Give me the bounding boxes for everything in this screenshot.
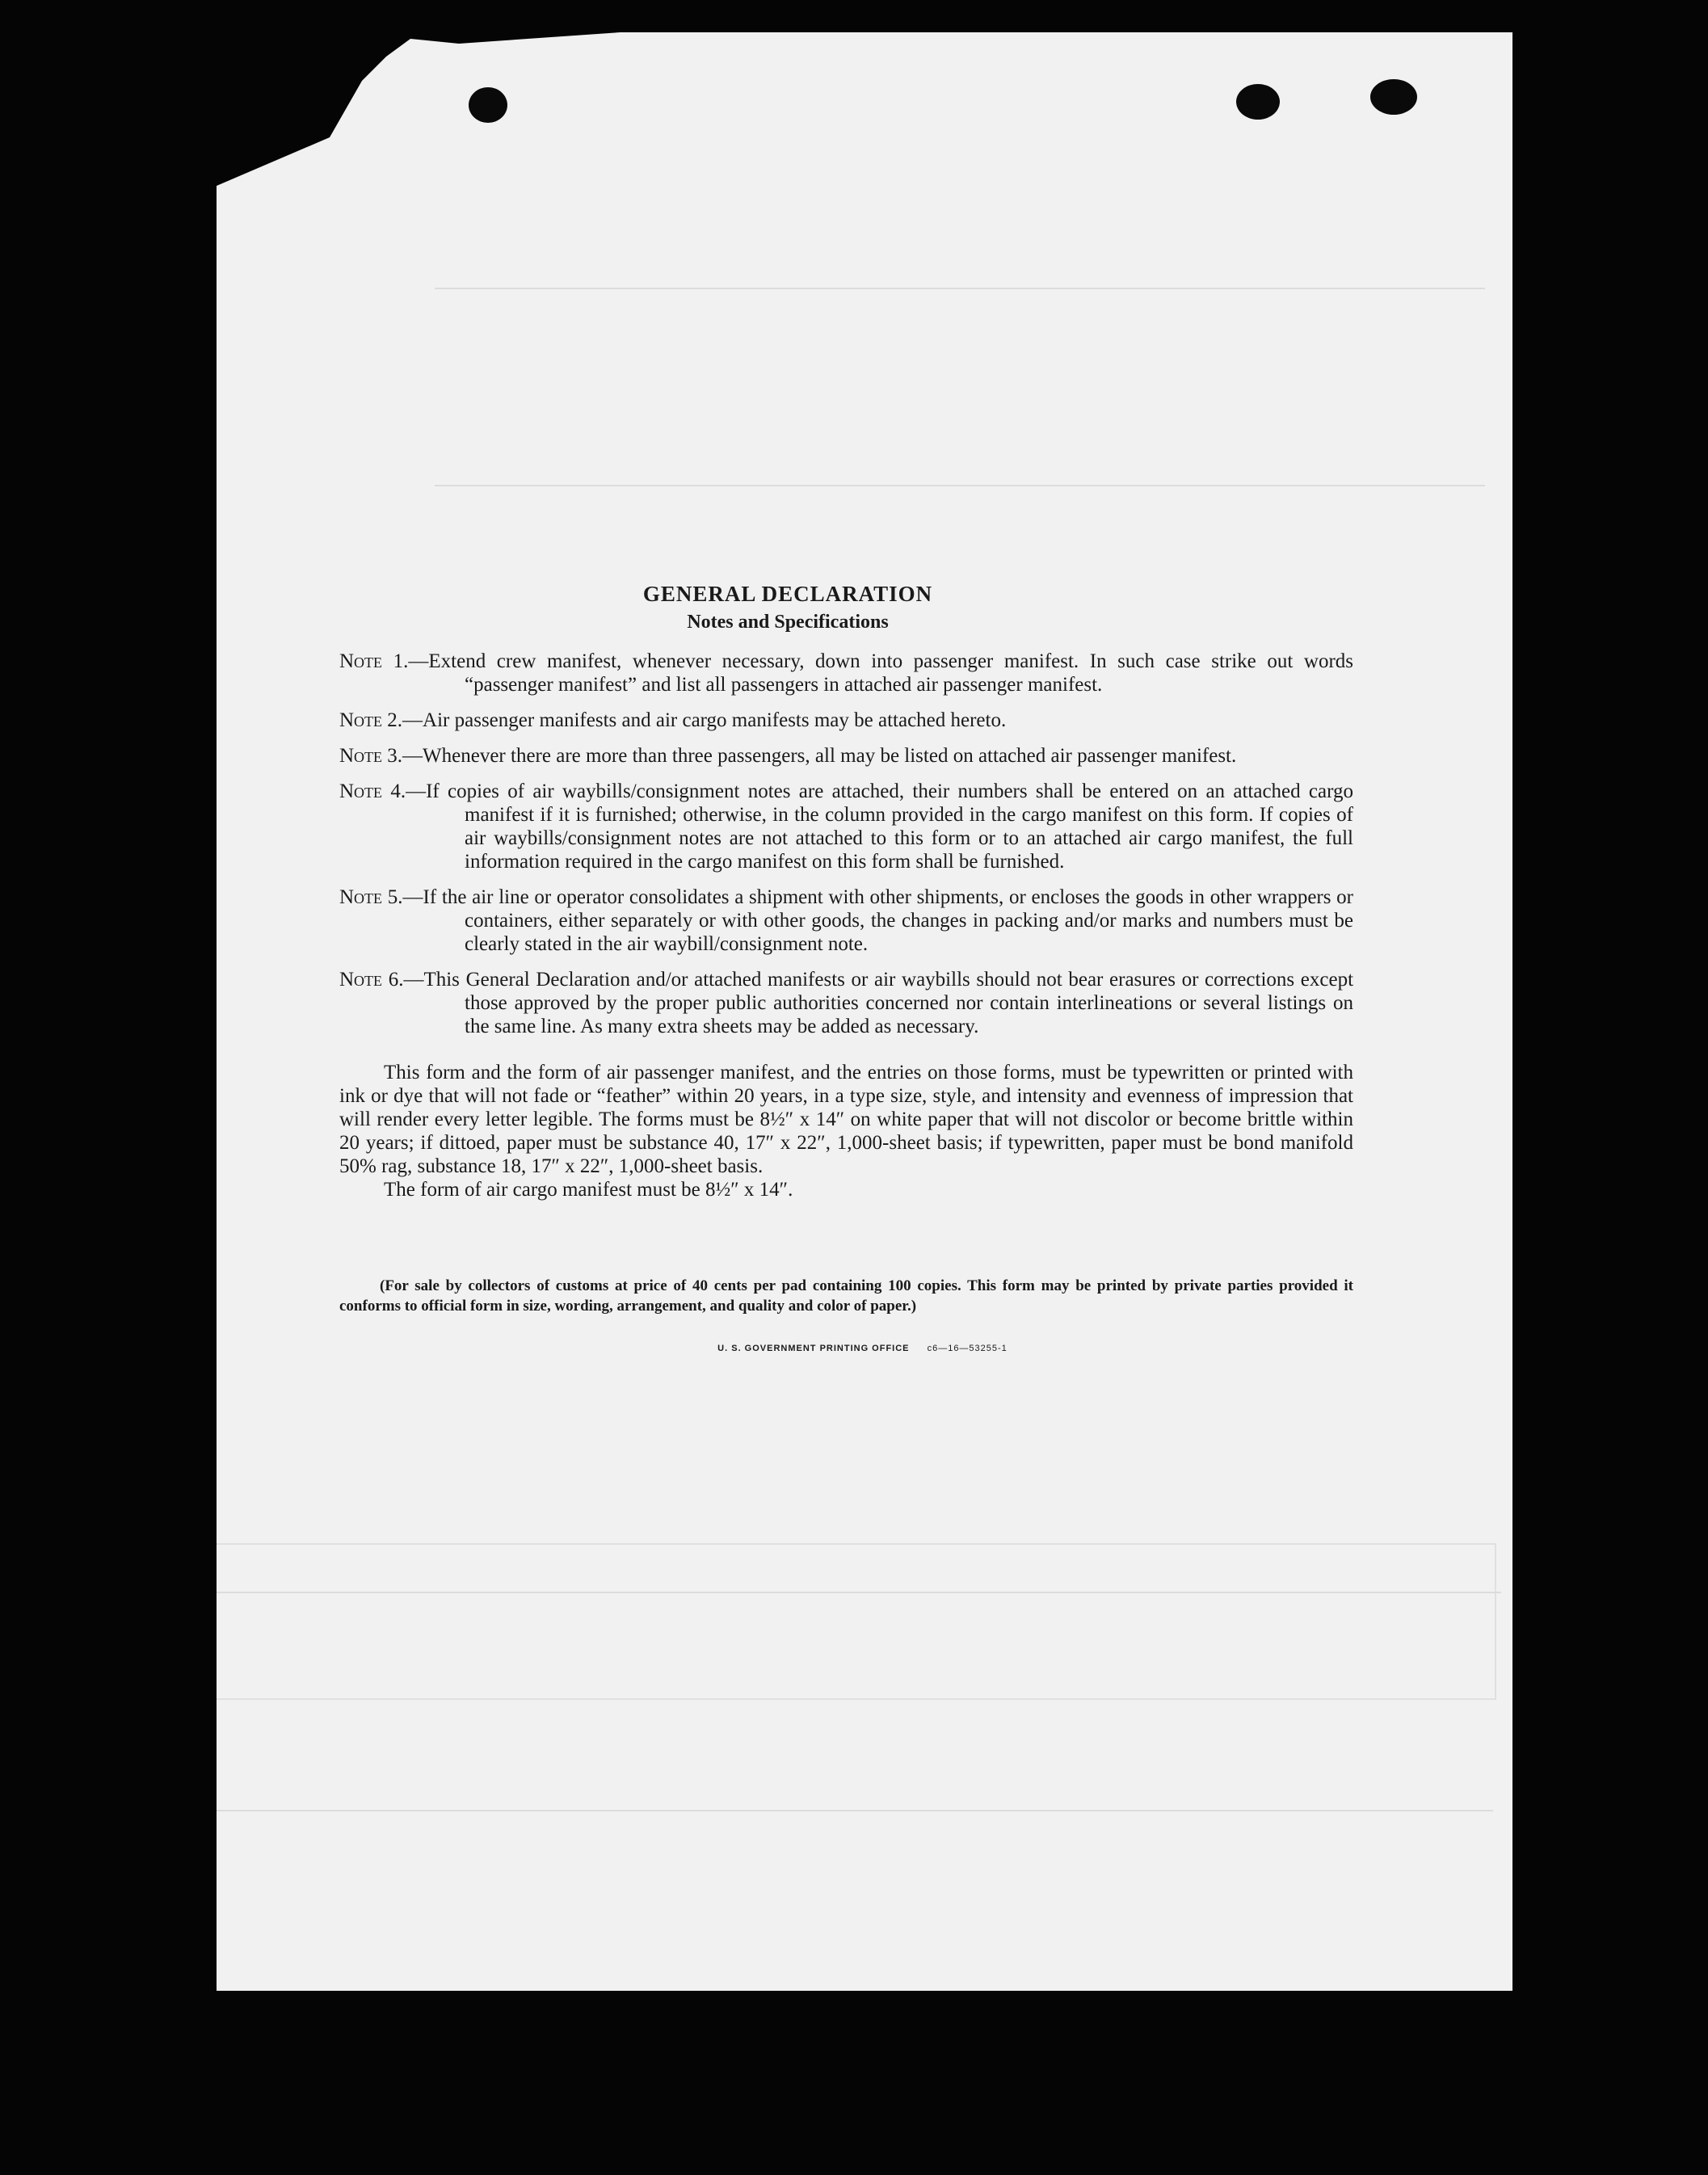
sale-notice: (For sale by collectors of customs at price of 40 cents per pad containing 100 copies. This form may be printed by private parties provided it conforms to official form in size, wording, arrangement, and quality and color of paper.) (339, 1277, 1353, 1315)
note-label: Note (339, 745, 383, 767)
note-text: —This General Declaration and/or attached manifests or air waybills should not bear erasures or corrections except those approved by the proper public authorities concerned nor contain interlineations or several listings on the same line. As many extra sheets may be added as necessary. (403, 969, 1354, 1037)
note-item (339, 650, 1353, 696)
bleed-through-line (217, 1592, 1501, 1593)
note-text: —If the air line or operator consolidates a shipment with other shipments, or encloses the goods in other wrappers or containers, either separately or with other goods, the changes in packing and/or marks and numbers must be clearly stated in the air waybill/consignment note. (402, 886, 1354, 955)
note-label: Note (339, 780, 383, 802)
note-item (339, 709, 1353, 732)
bleed-through-line (435, 485, 1485, 486)
punch-hole (1370, 79, 1417, 115)
note-item (339, 780, 1353, 873)
printer-imprint (372, 1344, 1353, 1353)
page-title: GENERAL DECLARATION (642, 582, 933, 606)
note-text: —Air passenger manifests and air cargo manifests may be attached hereto. (402, 709, 1007, 731)
punch-hole (1236, 84, 1280, 120)
notes-section (339, 582, 1353, 1353)
bleed-through-line (217, 1810, 1493, 1811)
note-item (339, 744, 1353, 768)
form-code: c6—16—53255-1 (927, 1344, 1008, 1353)
note-item (339, 968, 1353, 1038)
note-number: 2. (387, 709, 403, 731)
note-text: —Whenever there are more than three passengers, all may be listed on attached air passenger manifest. (402, 745, 1237, 767)
note-number: 3. (387, 745, 403, 767)
punch-hole (469, 87, 507, 123)
note-item (339, 886, 1353, 956)
note-label: Note (339, 650, 383, 672)
note-label: Note (339, 969, 383, 991)
note-number: 5. (387, 886, 403, 908)
notes-list (339, 650, 1353, 1038)
note-label: Note (339, 709, 383, 731)
note-text: —Extend crew manifest, whenever necessary, down into passenger manifest. In such case strike out words “passenger manifest” and list all passengers in attached air passenger manifest. (408, 650, 1353, 696)
note-number: 6. (388, 969, 404, 991)
specification-paragraph: This form and the form of air passenger manifest, and the entries on those forms, must be typewritten or printed with ink or dye that will not fade or “feather” within 20 years, in a type size, style, and intensity and evenness of impression that will render every letter legible. The forms must be 8½″ x 14″ on white paper that will not discolor or become brittle within 20 years; if dittoed, paper must be substance 40, 17″ x 22″, 1,000-sheet basis; if typewritten, paper must be bond manifold 50% rag, substance 18, 17″ x 22″, 1,000-sheet basis. (339, 1062, 1353, 1177)
cargo-manifest-size: The form of air cargo manifest must be 8½″ x 14″. (384, 1179, 793, 1201)
bleed-through-line (435, 288, 1485, 289)
bleed-through-box (208, 1543, 1496, 1700)
note-text: —If copies of air waybills/consignment notes are attached, their numbers shall be entered on an attached cargo manifest if it is furnished; otherwise, in the column provided in the cargo manifest on this form. If copies of air waybills/consignment notes are not attached to this form or to an attached air cargo manifest, the full information required in the cargo manifest on this form shall be furnished. (406, 780, 1353, 873)
page-subtitle: Notes and Specifications (687, 612, 889, 633)
note-number: 1. (393, 650, 409, 672)
printer-name: U. S. GOVERNMENT PRINTING OFFICE (717, 1344, 910, 1353)
note-label: Note (339, 886, 383, 908)
note-number: 4. (390, 780, 406, 802)
